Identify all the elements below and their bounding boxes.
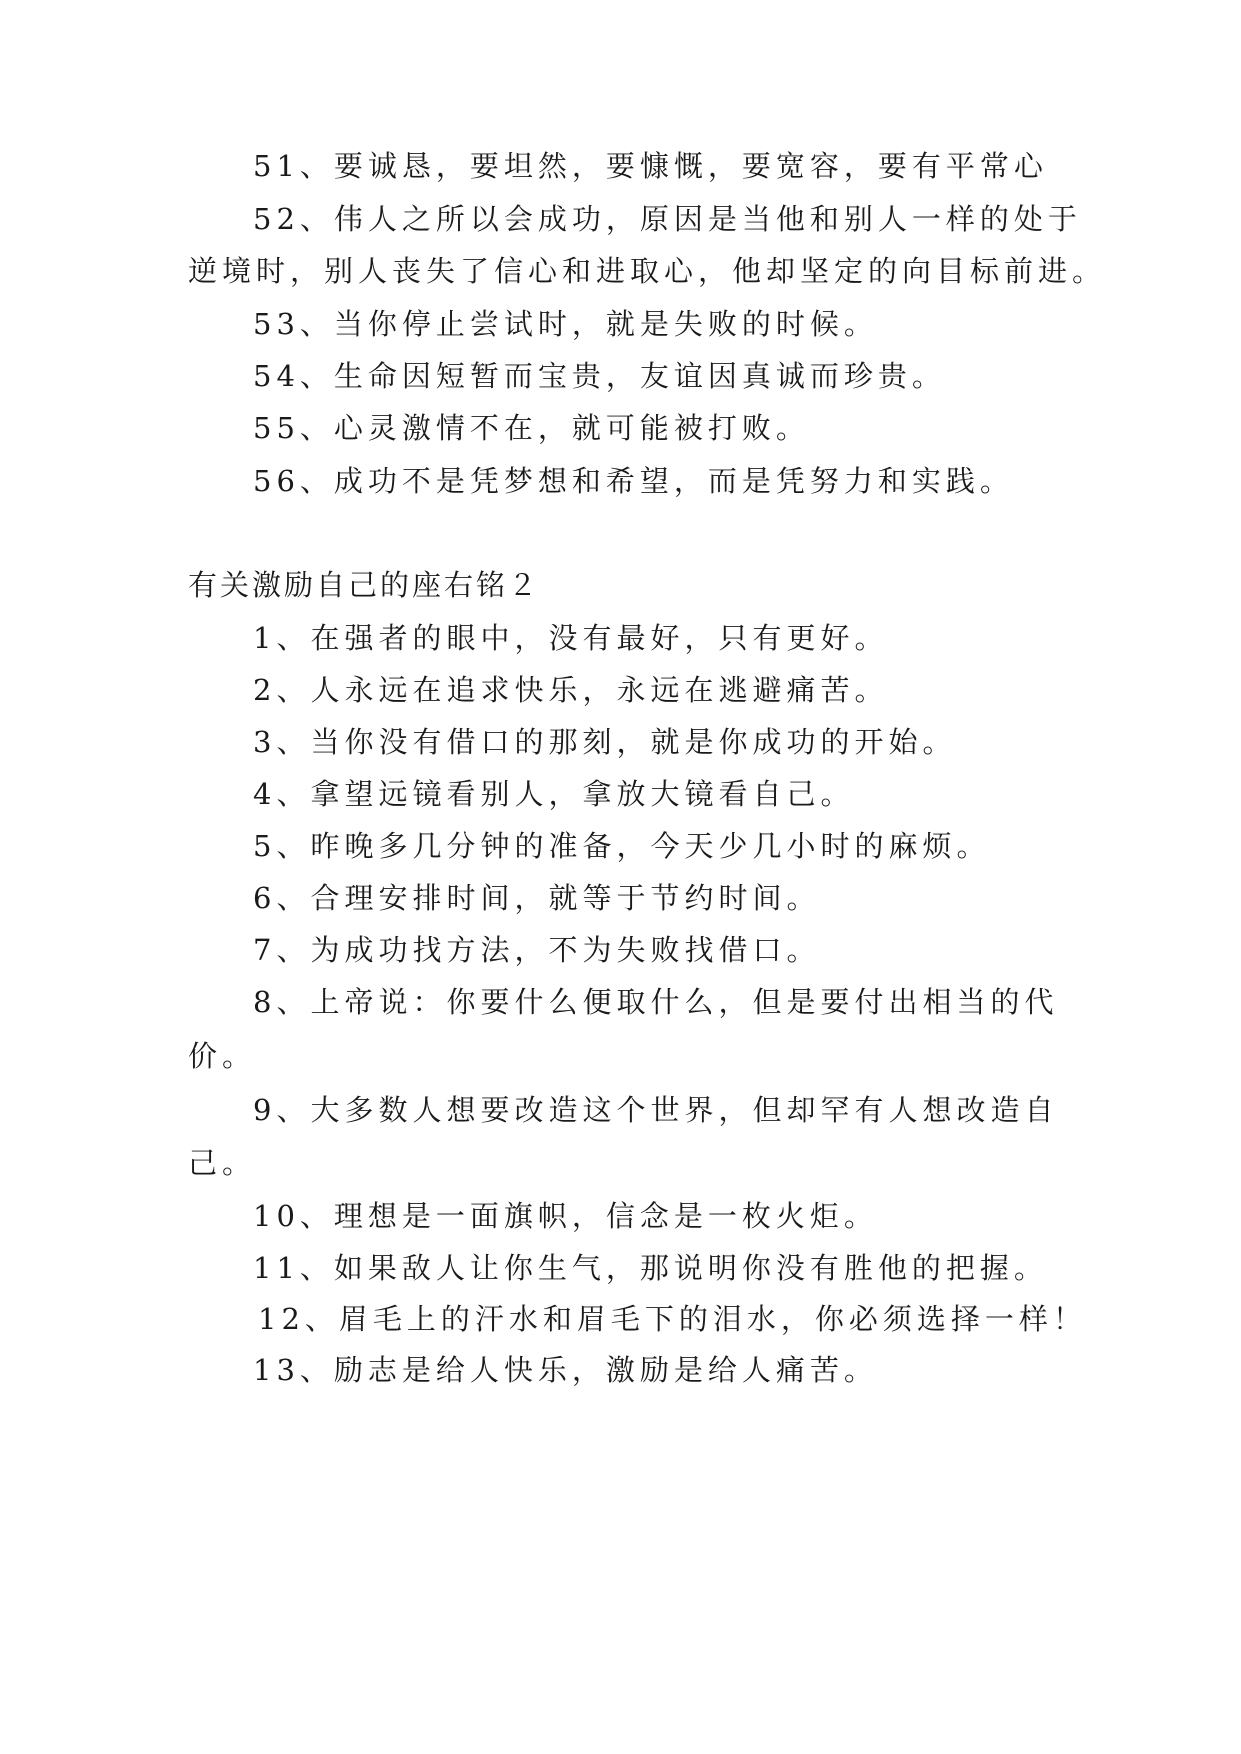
quote-3: 3、当你没有借口的那刻，就是你成功的开始。: [253, 725, 957, 759]
quote-10: 10、理想是一面旗帜，信念是一枚火炬。: [253, 1199, 878, 1233]
quote-11: 11、如果敌人让你生气，那说明你没有胜他的把握。: [253, 1251, 1048, 1285]
quote-13: 13、励志是给人快乐，激励是给人痛苦。: [253, 1353, 878, 1387]
quote-52-continued: 逆境时，别人丧失了信心和进取心，他却坚定的向目标前进。: [188, 254, 1107, 288]
quote-51: 51、要诚恳，要坦然，要慷慨，要宽容，要有平常心: [253, 149, 1048, 183]
quote-4: 4、拿望远镜看别人，拿放大镜看自己。: [253, 777, 855, 811]
quote-52: 52、伟人之所以会成功，原因是当他和别人一样的处于: [253, 202, 1082, 236]
quote-9-continued: 己。: [188, 1146, 257, 1180]
quote-12: 12、眉毛上的汗水和眉毛下的泪水，你必须选择一样！: [258, 1302, 1087, 1336]
quote-6: 6、合理安排时间，就等于节约时间。: [253, 881, 821, 915]
quote-7: 7、为成功找方法，不为失败找借口。: [253, 933, 821, 967]
quote-2: 2、人永远在追求快乐，永远在逃避痛苦。: [253, 673, 889, 707]
quote-9: 9、大多数人想要改造这个世界，但却罕有人想改造自: [253, 1093, 1059, 1127]
quote-5: 5、昨晚多几分钟的准备，今天少几小时的麻烦。: [253, 829, 991, 863]
quote-8: 8、上帝说：你要什么便取什么，但是要付出相当的代: [253, 985, 1059, 1019]
quote-1: 1、在强者的眼中，没有最好，只有更好。: [253, 621, 889, 655]
quote-55: 55、心灵激情不在，就可能被打败。: [253, 411, 810, 445]
quote-53: 53、当你停止尝试时，就是失败的时候。: [253, 307, 878, 341]
quote-8-continued: 价。: [188, 1039, 257, 1073]
quote-54: 54、生命因短暂而宝贵，友谊因真诚而珍贵。: [253, 359, 946, 393]
section-heading: 有关激励自己的座右铭２: [188, 568, 541, 602]
quote-56: 56、成功不是凭梦想和希望，而是凭努力和实践。: [253, 464, 1014, 498]
